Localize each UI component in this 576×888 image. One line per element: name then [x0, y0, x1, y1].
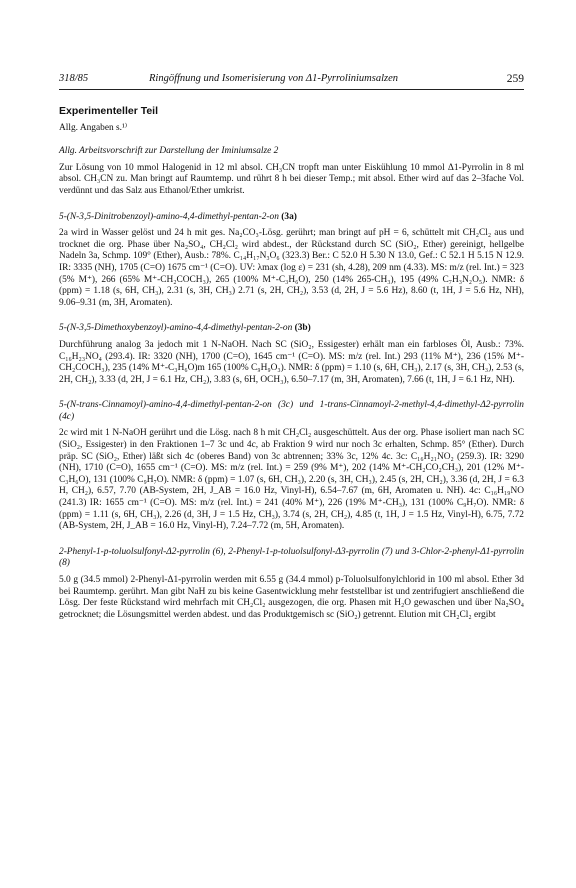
compound-3b-name: 5-(N-3,5-Dimethoxybenzoyl)-amino-4,4-dimethyl-pentan-2-on — [59, 323, 293, 334]
compound-3b-text: Durchführung analog 3a jedoch mit 1 N-NaOH. Nach SC (SiO₂, Essigester) erhält man ein farbloses Öl, Ausb.: 73%. C₁₆H₂₃NO₄ (293.4). IR: 3320 (NH), 1700 (C=O), 1645 cm⁻¹ (C=O). MS: m/z (rel. Int.) 293 (11% M⁺), 236 (15% M⁺-CH₂COCH₃), 235 (14% M⁺-C₃H₆O)m 165 (100% C₉H₉O₃). NMR: δ (ppm) = 1.10 (s, 6H, CH₃), 2.17 (s, 3H, CH₃), 2.53 (s, 2H, CH₂), 3.33 (d, 2H, J = 6.1 Hz, CH₂), 3.83 (s, 6H, OCH₃), 6.50–7.17 (m, 3H, Aromaten), 7.66 (t, 1H, J = 6.1 Hz, NH). — [59, 339, 524, 385]
compound-3c-text: 2c wird mit 1 N-NaOH gerührt und die Lösg. nach 8 h mit CH₂Cl₂ ausgeschüttelt. Aus der org. Phase isoliert man nach SC (SiO₂, Essigester) in den Fraktionen 1–7 3c und 4c, ab Fraktion 9 wird nur noch 3c erhalten, Schmp. 85° (Ether). Durch präp. SC (SiO₂, Ether) läßt sich 4c (oberes Band) von 3c abtrennen; 33% 3c, 12% 4c. 3c: C₁₆H₂₁NO₂ (259.3). IR: 3290 (NH), 1710 (C=O), 1655 cm⁻¹ (C=O). MS: m/z (rel. Int.) = 259 (9% M⁺), 202 (14% M⁺-CH₂CO₂CH₃), 201 (12% M⁺-C₃H₆O), 131 (100% C₉H₇O). NMR: δ (ppm) = 1.07 (s, 6H, CH₃), 2.20 (s, 3H, CH₃), 2.45 (s, 2H, CH₂), 3.36 (d, 2H, J = 6.3 H, CH₂), 6.57, 7.70 (AB-System, 2H, J_AB = 16.0 Hz, Vinyl-H), 6.54–7.67 (m, 6H, Aromaten u. NH). 4c: C₁₆H₁₉NO (241.3) IR: 1655 cm⁻¹ (C=O). MS: m/z (rel. Int.) = 241 (40% M⁺), 226 (19% M⁺-CH₃), 131 (100% C₉H₇O). NMR: δ (ppm) = 1.11 (s, 6H, CH₃), 2.26 (d, 3H, J = 1.5 Hz, CH₃), 3.74 (s, 2H, CH₂), 4.85 (t, 1H, J = 1.5 Hz, Vinyl-H), 6.75, 7.72 (AB-System, 2H, J_AB = 16.0 Hz, Vinyl-H), 7.24–7.72 (m, 5H, Aromaten). — [59, 428, 524, 532]
running-header — [59, 73, 524, 87]
general-procedure-heading: Allg. Arbeitsvorschrift zur Darstellung der Iminiumsalze 2 — [59, 146, 279, 157]
article-body — [59, 106, 524, 621]
compound-3b-label: (3b) — [294, 323, 311, 334]
compound-3b-heading — [59, 323, 524, 335]
compound-3c-heading: 5-(N-trans-Cinnamoyl)-amino-4,4-dimethyl-pentan-2-on (3c) und 1-trans-Cinnamoyl-2-methyl-4,4-dimethyl-Δ2-pyrrolin (4c) — [59, 400, 524, 422]
journal-reference: 318/85 — [59, 73, 89, 84]
compound-6-heading: 2-Phenyl-1-p-toluolsulfonyl-Δ2-pyrrolin (6), 2-Phenyl-1-p-toluolsulfonyl-Δ3-pyrrolin (7) und 3-Chlor-2-phenyl-Δ1-pyrrolin (8) — [59, 546, 524, 569]
header-rule — [59, 89, 524, 90]
running-title: Ringöffnung und Isomerisierung von Δ1-Pyrroliniumsalzen — [149, 73, 399, 84]
compound-3a-heading — [59, 212, 524, 224]
compound-6-text: 5.0 g (34.5 mmol) 2-Phenyl-Δ1-pyrrolin werden mit 6.55 g (34.4 mmol) p-Toluolsulfonylchlorid in 100 ml absol. Ether 3d bei Raumtemp. gerührt. Man gibt NaH zu bis keine Gasentwicklung mehr feststellbar ist und zentrifugiert anschließend die Lösg. Der feste Rückstand wird mehrfach mit CH₂Cl₂ ausgezogen, die org. Phasen mit H₂O gewaschen und über Na₂SO₄ getrocknet; die Lösungsmittel werden abdest. und das Produktgemisch sc (SiO₂) getrennt. Elution mit CH₂Cl₂ ergibt — [59, 575, 524, 620]
compound-3a-label: (3a) — [281, 211, 297, 222]
general-note: Allg. Angaben s.¹⁾ — [59, 122, 128, 133]
section-title: Experimenteller Teil — [59, 105, 159, 117]
general-procedure-text: Zur Lösung von 10 mmol Halogenid in 12 ml absol. CH₃CN tropft man unter Eiskühlung 10 mmol Δ1-Pyrrolin in 8 ml absol. CH₃CN zu. Man bringt auf Raumtemp. und rührt 8 h bei dieser Temp.; mit absol. Ether wird auf das 2–3fache Vol. verdünnt und das Salz aus Ethanol/Ether umkrist. — [59, 162, 524, 196]
compound-3a-name: 5-(N-3,5-Dinitrobenzoyl)-amino-4,4-dimethyl-pentan-2-on — [59, 211, 279, 222]
page-number: 259 — [506, 73, 524, 85]
compound-3a-text: 2a wird in Wasser gelöst und 24 h mit ges. Na₂CO₃-Lösg. gerührt; man bringt auf pH = 6, schüttelt mit CH₂Cl₂ aus und trocknet die org. Phase über Na₂SO₄, CH₂Cl₂ wird abdest., der Rückstand durch SC (SiO₂, Ether) gereinigt, hellgelbe Nadeln 3a, Schmp. 109° (Ether), Ausb.: 78%. C₁₄H₁₇N₃O₆ (323.3) Ber.: C 52.0 H 5.30 N 13.0, Gef.: C 52.1 H 5.15 N 12.9. IR: 3335 (NH), 1705 (C=O) 1675 cm⁻¹ (C=O). UV: λmax (log ε) = 231 (sh, 4.28), 209 nm (4.33). MS: m/z (rel. Int.) = 323 (5% M⁺), 266 (65% M⁺-CH₂COCH₃), 265 (100% M⁺-C₃H₆O), 250 (14% 265-CH₃), 195 (49% C₇H₃N₂O₅). NMR: δ (ppm) = 1.18 (s, 6H, CH₃), 2.31 (s, 3H, CH₃) 2.71 (s, 2H, CH₂), 3.53 (d, 2H, J = 5.6 Hz), 8.60 (t, 1H, J = 5.6 Hz, NH), 9.06–9.31 (m, 3H, Aromaten). — [59, 228, 524, 308]
